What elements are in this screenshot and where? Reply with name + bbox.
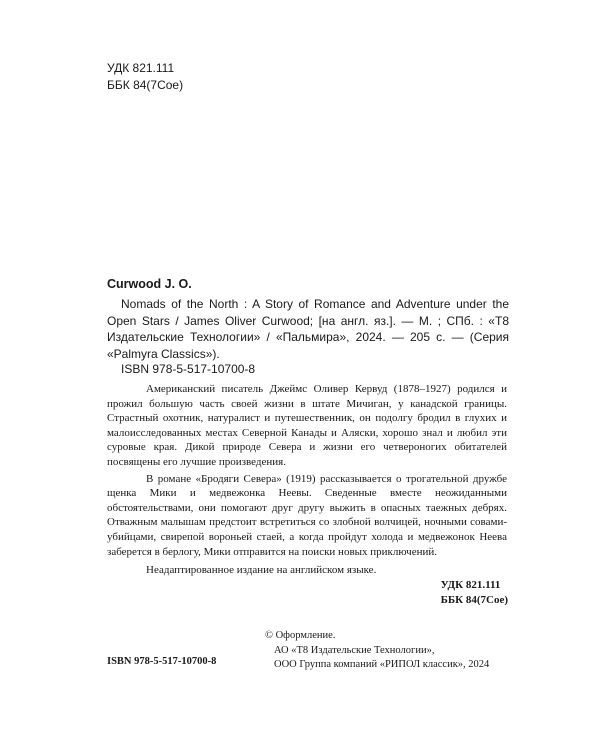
copyright-block — [265, 629, 510, 673]
bbk-code: ББК 84(7Сое) — [107, 78, 184, 92]
annotation — [107, 382, 507, 578]
annotation-paragraph-author-bio: Американский писатель Джеймс Оливер Кервуд (1878–1927) родился и прожил большую часть своей жизни в штате Мичиган, у канадской границы. Страстный охотник, натуралист и путешественник, он подолгу бродил в глухих и малоисследованных местах Северной Канады и Аляски, хорошо знал и любил эти суровые края. Дикой природе Севера и жизни его четвероногих обитателей посвящены его лучшие произведения. — [107, 383, 507, 468]
right-classification-codes — [441, 578, 508, 607]
author-heading: Curwood J. O. — [107, 277, 192, 291]
annotation-paragraph-plot: В романе «Бродяги Севера» (1919) рассказывается о трогательной дружбе щенка Мики и медвежонка Неевы. Сведенные вместе неожиданными обстоятельствами, они помогают друг другу выжить в опасных таежных дебрях. Отважным малышам предстоит встретиться со злобной волчицей, ночными совами-убийцами, свирепой вороньей стаей, а когда пройдут холода и медвежонок Неева заберется в берлогу, Мики отправится на поиски новых приключений. — [107, 472, 507, 558]
bottom-isbn: ISBN 978-5-517-10700-8 — [107, 656, 217, 667]
bibliographic-isbn: ISBN 978-5-517-10700-8 — [121, 362, 256, 376]
bibliographic-description: Nomads of the North : A Story of Romance and Adventure under the Open Stars / James Oliver Curwood; [на англ. яз.]. — М. ; СПб. : «Т8 Издательские Технологии» / «Пальмира», 2024. — 205 с. — (Серия «Palmyra Classics»). — [107, 297, 509, 361]
copyright-line-design: © Оформление. — [265, 630, 336, 641]
copyright-line-publisher: АО «Т8 Издательские Технологии», — [274, 644, 435, 656]
annotation-edition-note: Неадаптированное издание на английском языке. — [146, 564, 377, 577]
top-classification-codes — [107, 60, 183, 94]
bibliographic-entry — [107, 296, 509, 362]
right-udk-code: УДК 821.111 — [440, 579, 501, 591]
right-bbk-code: ББК 84(7Сое) — [440, 593, 508, 606]
copyright-line-group: ООО Группа компаний «РИПОЛ классик», 2024 — [274, 659, 490, 670]
udk-code: УДК 821.111 — [107, 61, 175, 75]
